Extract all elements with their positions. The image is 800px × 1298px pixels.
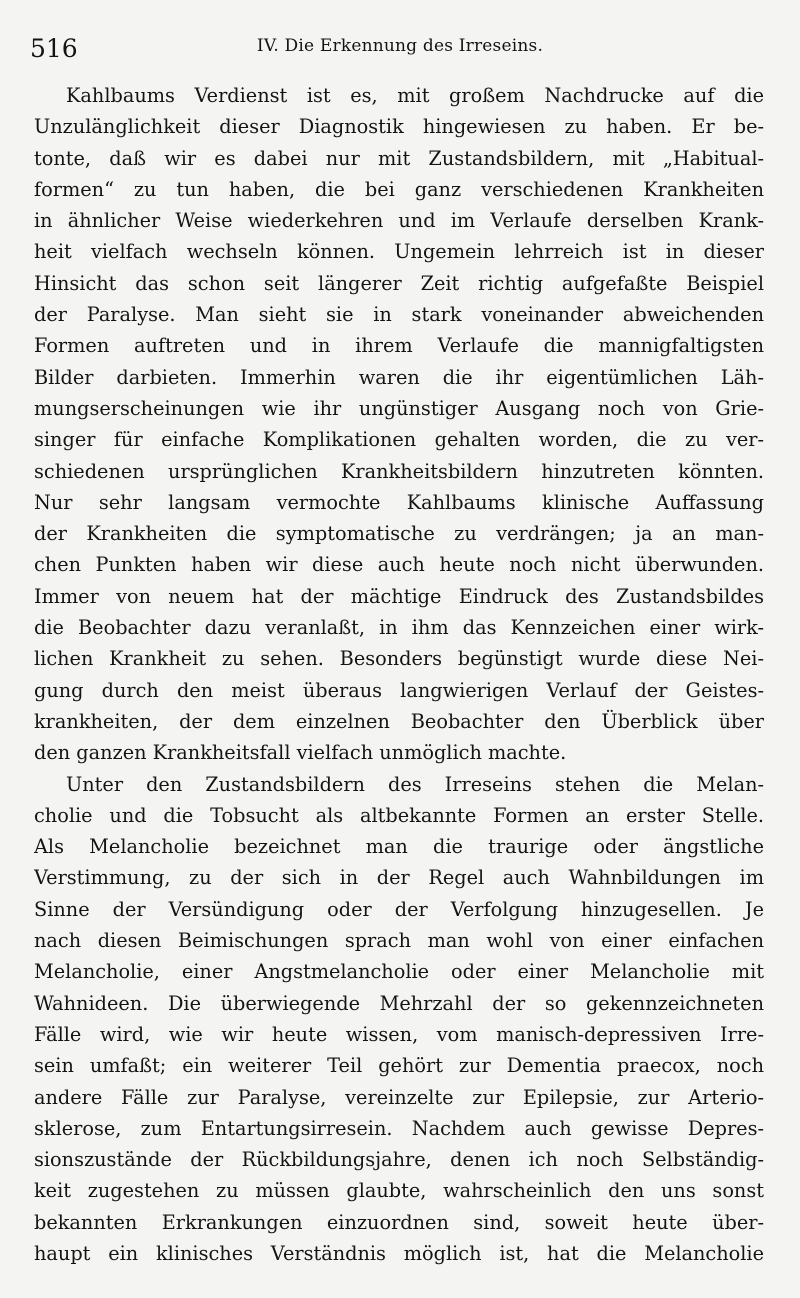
text-line: Hinsicht das schon seit längerer Zeit richtig aufgefaßte Beispiel	[34, 271, 764, 295]
text-line: sein umfaßt; ein weiterer Teil gehört zur Dementia praecox, noch	[34, 1054, 764, 1078]
text-line: nach diesen Beimischungen sprach man wohl von einer einfachen	[34, 929, 764, 953]
text-line: chen Punkten haben wir diese auch heute noch nicht überwunden.	[34, 553, 764, 577]
text-line: der Paralyse. Man sieht sie in stark voneinander abweichenden	[34, 303, 764, 327]
text-line: formen“ zu tun haben, die bei ganz verschiedenen Krankheiten	[34, 177, 764, 201]
running-header: IV. Die Erkennung des Irreseins.	[256, 36, 544, 56]
text-line: Immer von neuem hat der mächtige Eindruck des Zustandsbildes	[34, 584, 764, 608]
body-text	[34, 80, 764, 1269]
text-line: schiedenen ursprünglichen Krankheitsbildern hinzutreten könnten.	[34, 459, 764, 483]
text-line: krankheiten, der dem einzelnen Beobachter den Überblick über	[34, 709, 764, 733]
text-line: andere Fälle zur Paralyse, vereinzelte zur Epilepsie, zur Arterio-	[34, 1085, 764, 1109]
text-line: in ähnlicher Weise wiederkehren und im Verlaufe derselben Krank-	[34, 209, 764, 233]
text-line: lichen Krankheit zu sehen. Besonders begünstigt wurde diese Nei-	[34, 647, 764, 671]
text-line: tonte, daß wir es dabei nur mit Zustandsbildern, mit „Habitual-	[34, 146, 764, 170]
text-line: Kahlbaums Verdienst ist es, mit großem Nachdrucke auf die	[66, 84, 764, 107]
text-line: singer für einfache Komplikationen gehalten worden, die zu ver-	[34, 428, 764, 452]
text-line: Bilder darbieten. Immerhin waren die ihr eigentümlichen Läh-	[34, 365, 764, 389]
text-line: Wahnideen. Die überwiegende Mehrzahl der so gekennzeichneten	[34, 991, 764, 1015]
text-line: haupt ein klinisches Verständnis möglich ist, hat die Melancholie	[34, 1241, 764, 1265]
text-line: Verstimmung, zu der sich in der Regel auch Wahnbildungen im	[34, 866, 764, 890]
text-line: Sinne der Versündigung oder der Verfolgung hinzugesellen. Je	[34, 897, 764, 921]
text-line: mungserscheinungen wie ihr ungünstiger Ausgang noch von Grie-	[34, 396, 764, 420]
text-line: gung durch den meist überaus langwierigen Verlauf der Geistes-	[34, 678, 764, 702]
text-line: sklerose, zum Entartungsirresein. Nachdem auch gewisse Depres-	[34, 1116, 764, 1140]
text-line: Unter den Zustandsbildern des Irreseins stehen die Melan-	[66, 772, 764, 796]
text-line: cholie und die Tobsucht als altbekannte Formen an erster Stelle.	[34, 803, 764, 827]
text-line: den ganzen Krankheitsfall vielfach unmöglich machte.	[34, 741, 567, 765]
text-line: die Beobachter dazu veranlaßt, in ihm das Kennzeichen einer wirk-	[34, 616, 764, 640]
text-line: sionszustände der Rückbildungsjahre, denen ich noch Selbständig-	[34, 1148, 764, 1172]
text-line: Unzulänglichkeit dieser Diagnostik hingewiesen zu haben. Er be-	[34, 115, 764, 139]
text-line: Melancholie, einer Angstmelancholie oder einer Melancholie mit	[34, 960, 764, 984]
text-line: der Krankheiten die symptomatische zu verdrängen; ja an man-	[34, 522, 764, 546]
text-line: Als Melancholie bezeichnet man die traurige oder ängstliche	[34, 835, 764, 859]
text-line: keit zugestehen zu müssen glaubte, wahrscheinlich den uns sonst	[34, 1179, 764, 1203]
text-line: heit vielfach wechseln können. Ungemein lehrreich ist in dieser	[34, 240, 764, 264]
text-line: Nur sehr langsam vermochte Kahlbaums klinische Auffassung	[34, 490, 764, 514]
text-line: Formen auftreten und in ihrem Verlaufe die mannigfaltigsten	[34, 334, 764, 358]
text-line: Fälle wird, wie wir heute wissen, vom manisch-depressiven Irre-	[34, 1022, 764, 1046]
page-number: 516	[30, 34, 78, 63]
text-line: bekannten Erkrankungen einzuordnen sind, soweit heute über-	[34, 1210, 764, 1234]
